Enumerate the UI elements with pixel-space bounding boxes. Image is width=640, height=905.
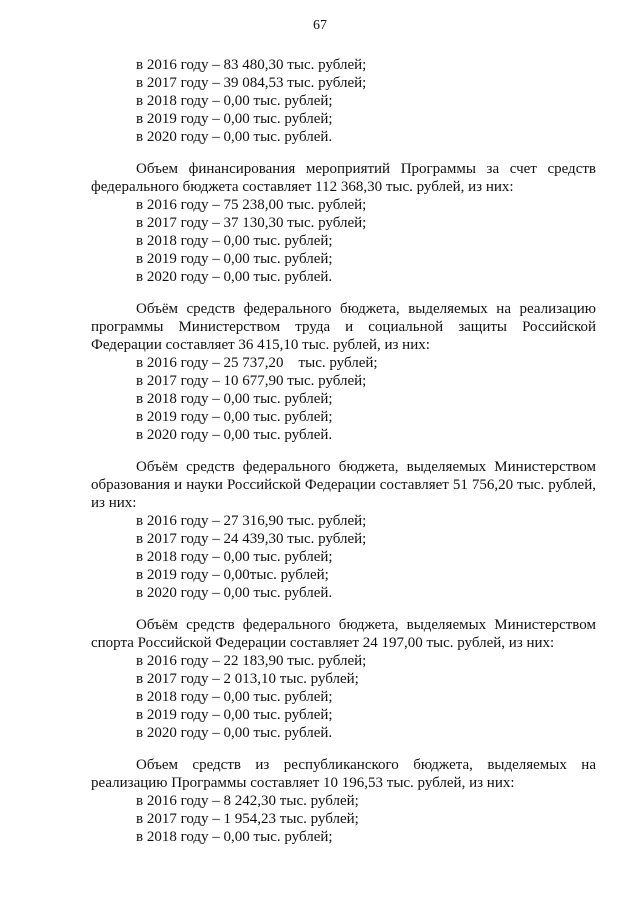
funding-paragraph: Объём средств федерального бюджета, выделяемых на реализацию программы Министерством труда и социальной защиты Российской Федерации составляет 36 415,10 тыс. рублей, из них: — [91, 301, 596, 353]
page-number: 67 — [313, 18, 327, 33]
funding-block-republican — [91, 756, 596, 846]
year-line-item: в 2018 году – 0,00 тыс. рублей; — [136, 689, 333, 705]
year-line-item: в 2018 году – 0,00 тыс. рублей; — [136, 391, 333, 407]
year-line-item: в 2016 году – 22 183,90 тыс. рублей; — [136, 653, 367, 669]
year-line-item: в 2018 году – 0,00 тыс. рублей; — [136, 93, 333, 109]
year-line-item: в 2017 году – 37 130,30 тыс. рублей; — [136, 215, 367, 231]
year-line-item: в 2017 году – 24 439,30 тыс. рублей; — [136, 531, 367, 547]
funding-paragraph: Объём средств федерального бюджета, выделяемых Министерством образования и науки Российской Федерации составляет 51 756,20 тыс. рублей, из них: — [91, 459, 596, 511]
year-line-item: в 2020 году – 0,00 тыс. рублей. — [136, 269, 333, 285]
year-line-item: в 2019 году – 0,00 тыс. рублей; — [136, 707, 333, 723]
funding-paragraph: Объем финансирования мероприятий Программы за счет средств федерального бюджета составляет 112 368,30 тыс. рублей, из них: — [91, 161, 596, 195]
funding-block-sport-ministry — [91, 616, 596, 742]
year-line-item: в 2017 году – 1 954,23 тыс. рублей; — [136, 811, 359, 827]
year-line-item: в 2019 году – 0,00тыс. рублей; — [136, 567, 329, 583]
year-line-item: в 2017 году – 10 677,90 тыс. рублей; — [136, 373, 367, 389]
funding-block-federal — [91, 160, 596, 286]
year-line-item: в 2016 году – 75 238,00 тыс. рублей; — [136, 197, 367, 213]
funding-block-continuation — [91, 56, 596, 146]
year-line-item: в 2018 году – 0,00 тыс. рублей; — [136, 829, 333, 845]
year-line-item: в 2016 году – 83 480,30 тыс. рублей; — [136, 57, 367, 73]
year-line-item: в 2016 году – 27 316,90 тыс. рублей; — [136, 513, 367, 529]
year-line-item: в 2017 году – 39 084,53 тыс. рублей; — [136, 75, 367, 91]
year-line-item: в 2018 году – 0,00 тыс. рублей; — [136, 233, 333, 249]
year-line-item: в 2019 году – 0,00 тыс. рублей; — [136, 111, 333, 127]
funding-block-education-ministry — [91, 458, 596, 602]
year-line-item: в 2019 году – 0,00 тыс. рублей; — [136, 409, 333, 425]
year-line-item: в 2018 году – 0,00 тыс. рублей; — [136, 549, 333, 565]
year-line-item: в 2017 году – 2 013,10 тыс. рублей; — [136, 671, 359, 687]
year-line-item: в 2019 году – 0,00 тыс. рублей; — [136, 251, 333, 267]
year-line-item: в 2020 году – 0,00 тыс. рублей. — [136, 427, 333, 443]
year-line-item: в 2020 году – 0,00 тыс. рублей. — [136, 725, 333, 741]
year-line-item: в 2016 году – 25 737,20 тыс. рублей; — [136, 355, 378, 371]
year-line-item: в 2016 году – 8 242,30 тыс. рублей; — [136, 793, 359, 809]
funding-paragraph: Объём средств федерального бюджета, выделяемых Министерством спорта Российской Федерации составляет 24 197,00 тыс. рублей, из них: — [91, 617, 596, 651]
year-line-item: в 2020 году – 0,00 тыс. рублей. — [136, 585, 333, 601]
funding-paragraph: Объем средств из республиканского бюджета, выделяемых на реализацию Программы составляет 10 196,53 тыс. рублей, из них: — [91, 757, 596, 791]
document-body — [91, 56, 596, 846]
funding-block-labour-ministry — [91, 300, 596, 444]
year-line-item: в 2020 году – 0,00 тыс. рублей. — [136, 129, 333, 145]
